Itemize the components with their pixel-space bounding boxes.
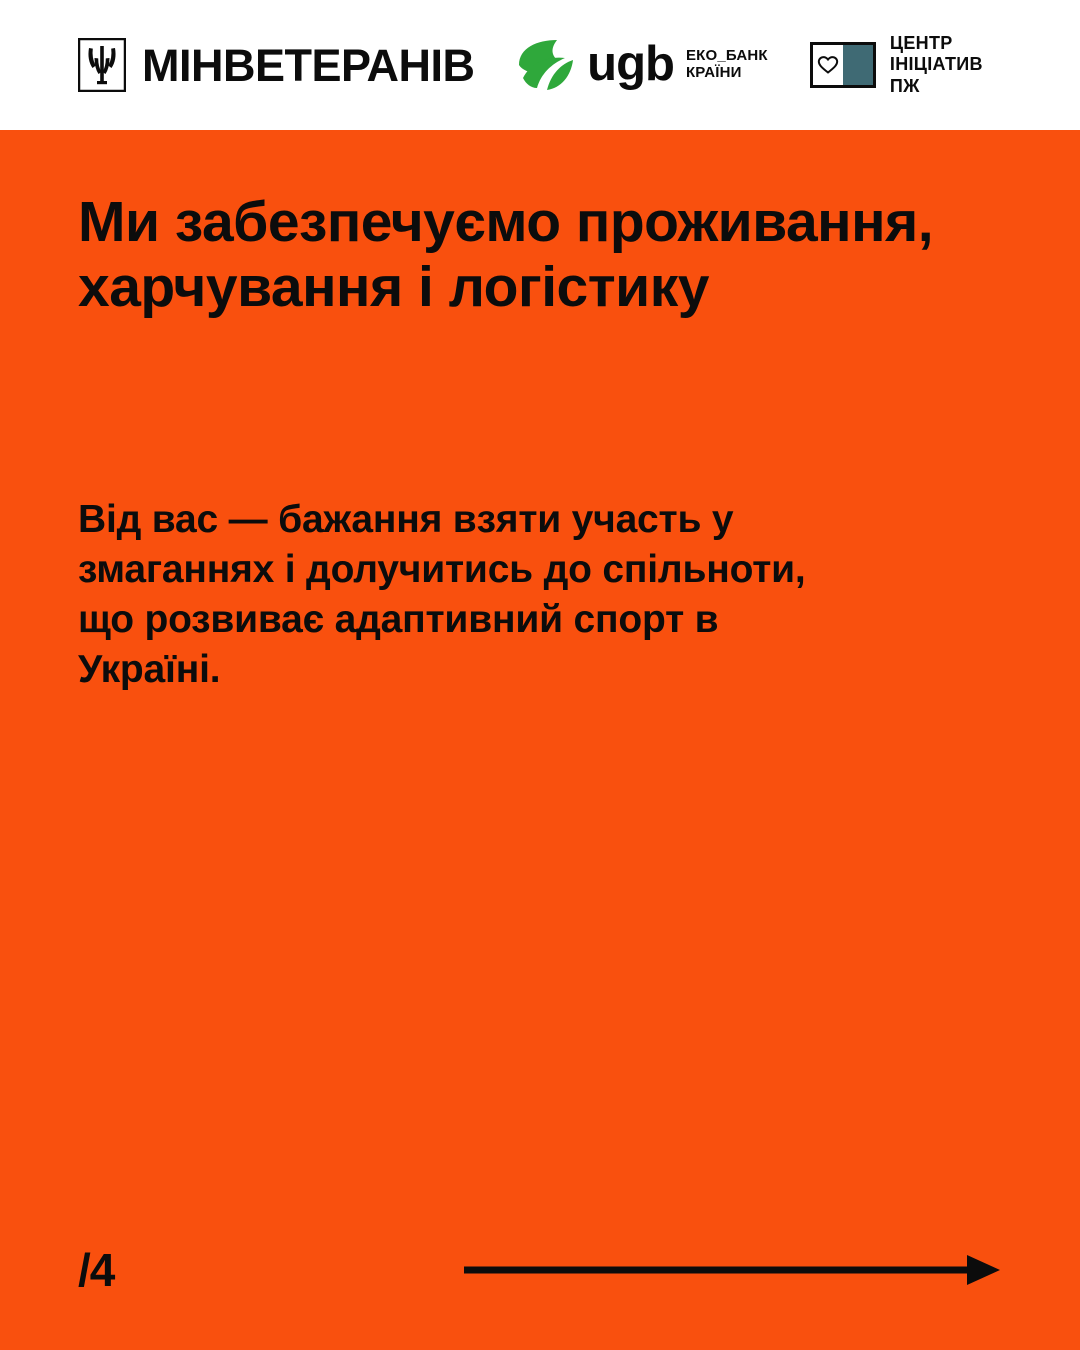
bank-logo — [517, 38, 768, 92]
teal-block — [843, 45, 873, 85]
ministry-name: МІНВЕТЕРАНІВ — [142, 39, 475, 91]
bank-wordmark: ugb — [587, 37, 674, 92]
partner-name — [890, 33, 1002, 98]
heart-in-square-icon — [810, 42, 876, 88]
footer — [0, 1190, 1080, 1350]
ugb-leaf-icon — [517, 38, 575, 92]
bank-tagline-line1: ЕКО_БАНК — [685, 47, 768, 65]
long-arrow-right-icon[interactable] — [462, 1250, 1002, 1290]
ukraine-trident-icon — [78, 38, 126, 92]
heart-icon — [813, 45, 843, 85]
partner-name-line2: ІНІЦІАТИВ ПЖ — [889, 54, 983, 96]
header-logo-bar — [0, 0, 1080, 130]
ministry-logo — [78, 38, 475, 92]
partner-name-line1: ЦЕНТР — [889, 32, 953, 53]
page-title: Ми забезпечуємо проживання, харчування і логістику — [78, 190, 934, 319]
bank-tagline — [686, 48, 768, 82]
slide-body — [0, 130, 1080, 1190]
bank-tagline-line2: КРАЇНИ — [685, 64, 742, 81]
page-counter: /4 — [78, 1244, 115, 1296]
partner-logo — [810, 33, 1002, 98]
body-text: Від вас — бажання взяти участь у змаганнях і долучитись до спільноти, що розвиває адаптивний спорт в Україні. — [78, 497, 806, 691]
